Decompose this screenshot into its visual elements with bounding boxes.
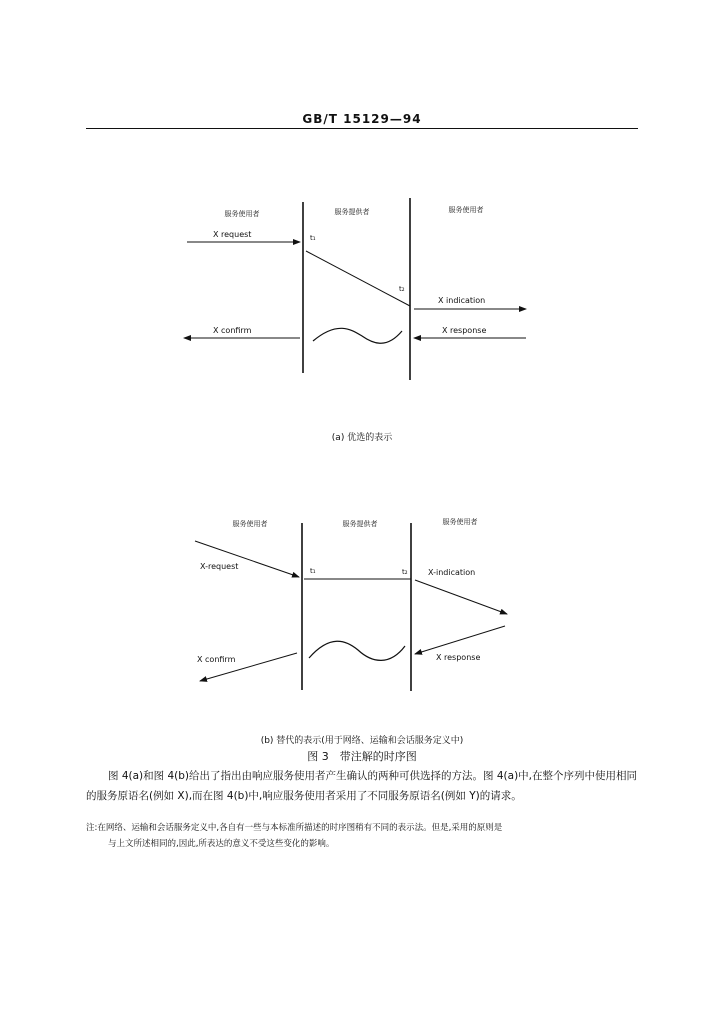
note: [86, 820, 644, 852]
fig-a-col-right-label: 服务使用者: [448, 206, 484, 214]
fig-b-response-arrow: [415, 626, 505, 654]
fig-a-request-label: X request: [213, 230, 252, 239]
fig-b-indication-label: X-indication: [428, 568, 476, 577]
fig-b-request-label: X-request: [200, 562, 239, 571]
fig-b-col-left-label: 服务使用者: [232, 520, 268, 528]
figure-title: 图 3 带注解的时序图: [307, 750, 417, 763]
fig-b-wavy-delay: [309, 641, 405, 660]
figure-a-caption: (a) 优选的表示: [331, 433, 393, 443]
fig-b-indication-arrow: [415, 580, 507, 614]
fig-b-confirm-label: X confirm: [197, 655, 236, 664]
figure-a: [184, 198, 526, 380]
fig-a-t2-label: t₂: [399, 285, 405, 293]
fig-a-indication-label: X indication: [438, 296, 486, 305]
figure-b-caption: (b) 替代的表示(用于网络、运输和会话服务定义中): [260, 736, 464, 746]
fig-a-confirm-label: X confirm: [213, 326, 252, 335]
page-header-code: GB/T 15129—94: [302, 112, 422, 126]
fig-b-t1-label: t₁: [310, 567, 316, 575]
fig-a-col-mid-label: 服务提供者: [334, 208, 370, 216]
fig-a-wavy-delay: [313, 328, 402, 343]
figure-b: [195, 517, 507, 691]
body-paragraph: 图 4(a)和图 4(b)给出了指出由响应服务使用者产生确认的两种可供选择的方法。图 4(a)中,在整个序列中使用相同的服务原语名(例如 X),而在图 4(b)中,响应服务使用者采用了不同服务原语名(例如 Y)的请求。: [86, 770, 638, 802]
fig-b-response-label: X response: [436, 653, 481, 662]
fig-a-col-left-label: 服务使用者: [224, 210, 260, 218]
fig-a-response-label: X response: [442, 326, 487, 335]
fig-a-propagation-line: [306, 251, 410, 306]
fig-b-t2-label: t₂: [402, 568, 408, 576]
fig-b-col-mid-label: 服务提供者: [342, 520, 378, 528]
fig-a-t1-label: t₁: [310, 234, 316, 242]
fig-b-col-right-label: 服务使用者: [442, 518, 478, 526]
fig-b-request-arrow: [195, 541, 299, 577]
note-line-2: 与上文所述相同的,因此,所表达的意义不受这些变化的影响。: [108, 839, 335, 849]
note-line-1: 注:在网络、运输和会话服务定义中,各自有一些与本标准所描述的时序图稍有不同的表示法。但是,采用的原则是: [86, 823, 503, 833]
